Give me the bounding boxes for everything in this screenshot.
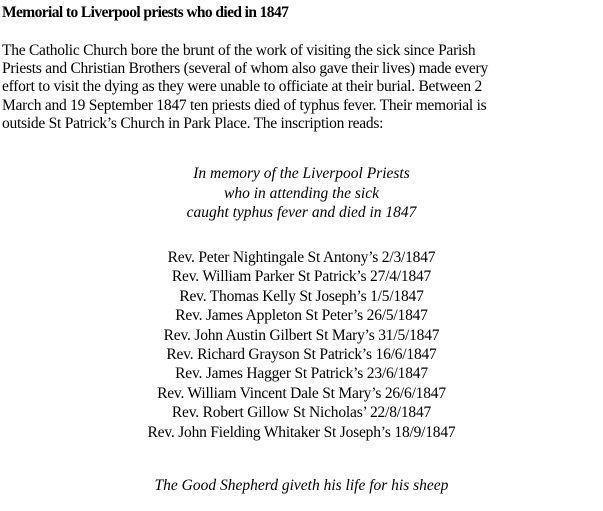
inscription-line: caught typhus fever and died in 1847: [186, 204, 417, 221]
inscription-block: [0, 164, 603, 223]
intro-line: outside St Patrick’s Church in Park Place. The inscription reads:: [2, 114, 384, 132]
intro-line: effort to visit the dying as they were unable to officiate at their burial. Between 2: [2, 78, 483, 96]
priest-entry: Rev. Peter Nightingale St Antony’s 2/3/1847: [167, 249, 436, 266]
intro-line: Priests and Christian Brothers (several of whom also gave their lives) made every: [2, 60, 488, 78]
priest-entry: Rev. John Fielding Whitaker St Joseph’s 18/9/1847: [147, 423, 456, 441]
priest-entry: Rev. Thomas Kelly St Joseph’s 1/5/1847: [179, 287, 424, 305]
closing-quote: The Good Shepherd giveth his life for his sheep: [154, 477, 449, 494]
inscription-line: In memory of the Liverpool Priests: [193, 165, 410, 182]
priest-list: [0, 248, 603, 442]
inscription-line: who in attending the sick: [224, 184, 379, 202]
intro-line: The Catholic Church bore the brunt of the work of visiting the sick since Parish: [2, 42, 476, 59]
priest-entry: Rev. William Parker St Patrick’s 27/4/1847: [171, 268, 432, 286]
priest-entry: Rev. William Vincent Dale St Mary’s 26/6/1847: [157, 384, 446, 402]
document-title: Memorial to Liverpool priests who died in 1847: [2, 4, 289, 21]
priest-entry: Rev. James Hagger St Patrick’s 23/6/1847: [175, 365, 428, 383]
intro-line: March and 19 September 1847 ten priests died of typhus fever. Their memorial is: [2, 96, 487, 114]
priest-entry: Rev. James Appleton St Peter’s 26/5/1847: [175, 307, 428, 325]
priest-entry: Rev. Richard Grayson St Patrick’s 16/6/1847: [166, 345, 437, 363]
intro-paragraph: [2, 42, 600, 133]
priest-entry: Rev. Robert Gillow St Nicholas’ 22/8/1847: [171, 404, 432, 422]
priest-entry: Rev. John Austin Gilbert St Mary’s 31/5/1847: [163, 326, 440, 344]
